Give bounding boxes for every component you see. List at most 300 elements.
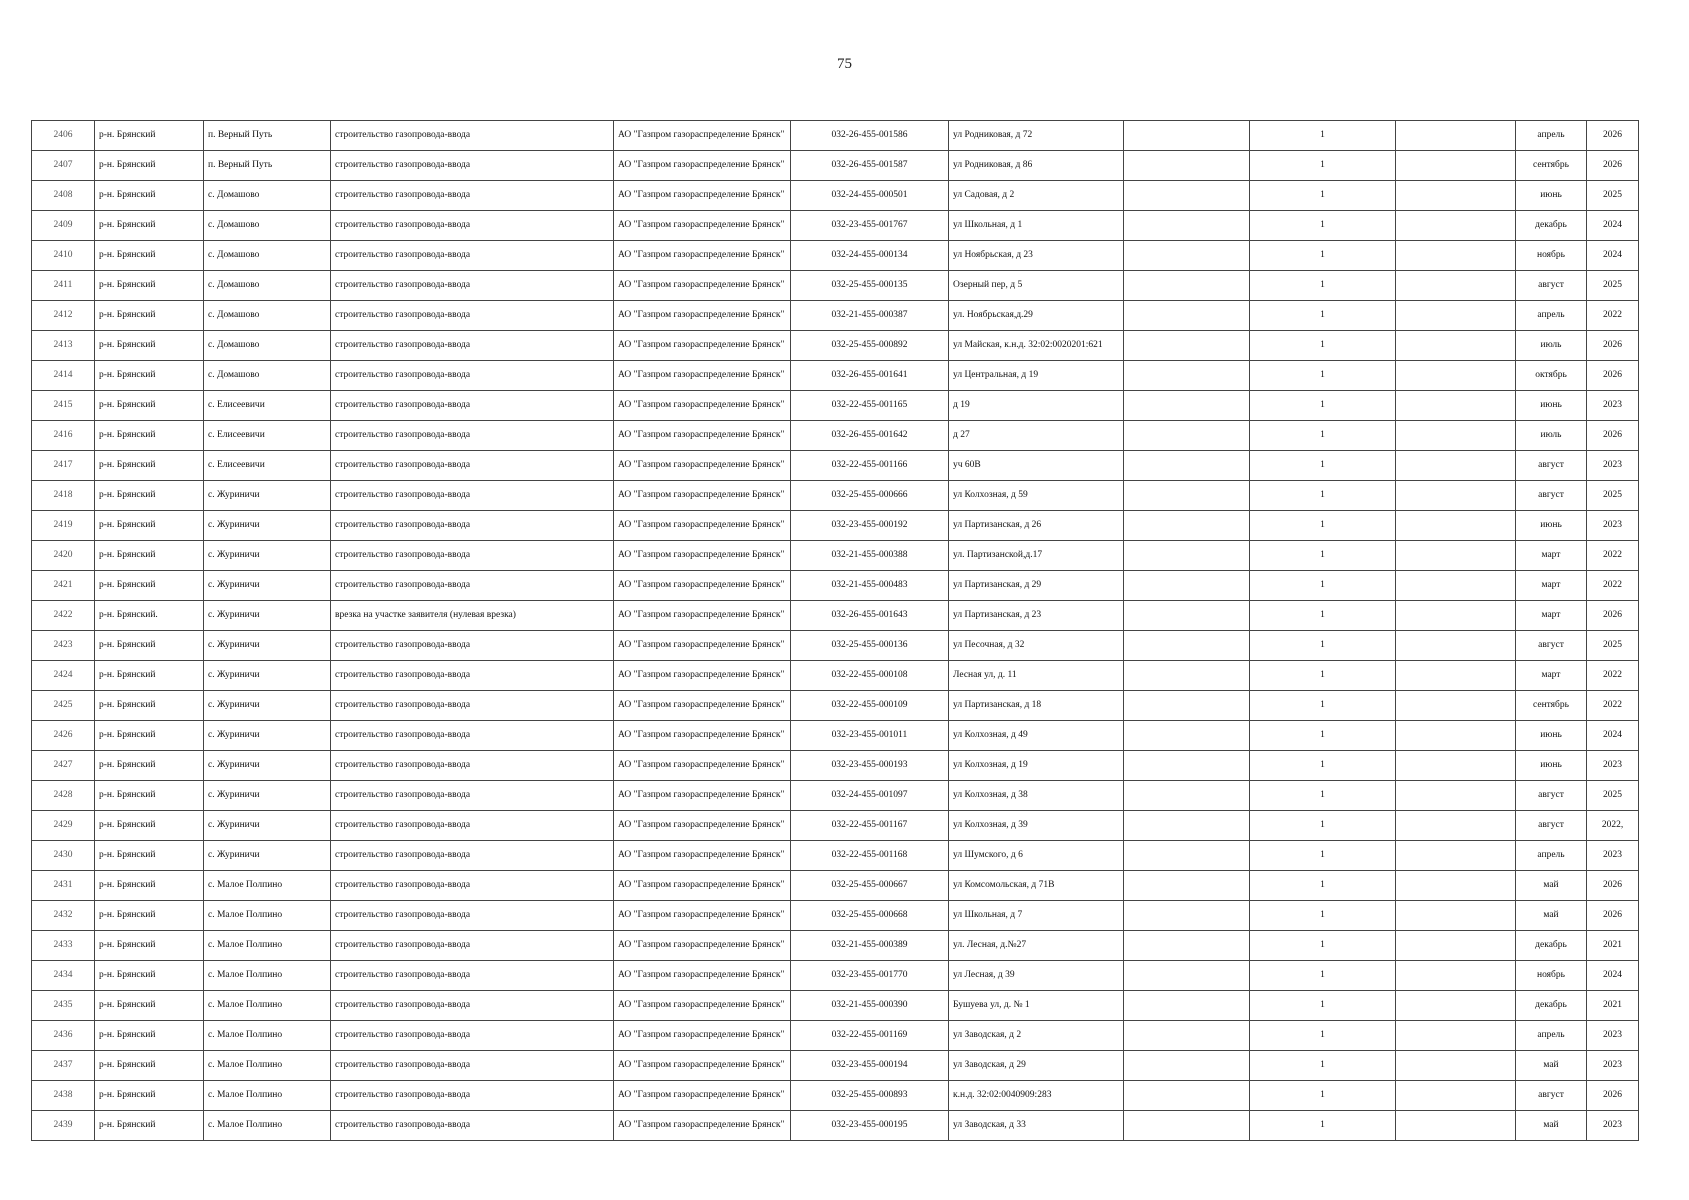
month-cell: май [1516,871,1587,901]
table-row [32,271,1639,301]
district-cell: р-н. Брянский [95,1021,204,1051]
empty-cell [1124,271,1250,301]
month-cell: июнь [1516,751,1587,781]
year-cell: 2023 [1587,751,1639,781]
organization-cell: АО "Газпром газораспределение Брянск" [614,1021,791,1051]
year-cell: 2026 [1587,331,1639,361]
table-row [32,301,1639,331]
address-cell: ул Комсомольская, д 71В [949,871,1124,901]
empty-cell [1396,151,1516,181]
address-cell: ул Партизанская, д 23 [949,601,1124,631]
month-cell: декабрь [1516,991,1587,1021]
district-cell: р-н. Брянский [95,241,204,271]
work-type-cell: строительство газопровода-ввода [331,241,614,271]
table-row [32,601,1639,631]
district-cell: р-н. Брянский [95,361,204,391]
organization-cell: АО "Газпром газораспределение Брянск" [614,211,791,241]
district-cell: р-н. Брянский [95,811,204,841]
settlement-cell: с. Журиничи [204,811,331,841]
address-cell: ул Центральная, д 19 [949,361,1124,391]
district-cell: р-н. Брянский [95,181,204,211]
district-cell: р-н. Брянский [95,961,204,991]
district-cell: р-н. Брянский [95,121,204,151]
empty-cell [1396,361,1516,391]
row-number: 2431 [32,871,95,901]
organization-cell: АО "Газпром газораспределение Брянск" [614,631,791,661]
object-code-cell: 032-25-455-000892 [791,331,949,361]
month-cell: ноябрь [1516,961,1587,991]
year-cell: 2022 [1587,301,1639,331]
month-cell: июнь [1516,511,1587,541]
district-cell: р-н. Брянский [95,841,204,871]
empty-cell [1124,1051,1250,1081]
object-code-cell: 032-26-455-001641 [791,361,949,391]
month-cell: июнь [1516,181,1587,211]
year-cell: 2022 [1587,571,1639,601]
settlement-cell: с. Журиничи [204,541,331,571]
object-code-cell: 032-22-455-001165 [791,391,949,421]
district-cell: р-н. Брянский [95,421,204,451]
object-code-cell: 032-25-455-000668 [791,901,949,931]
organization-cell: АО "Газпром газораспределение Брянск" [614,781,791,811]
quantity-cell: 1 [1250,1021,1396,1051]
year-cell: 2025 [1587,781,1639,811]
settlement-cell: с. Журиничи [204,601,331,631]
month-cell: июнь [1516,721,1587,751]
work-type-cell: строительство газопровода-ввода [331,391,614,421]
quantity-cell: 1 [1250,511,1396,541]
empty-cell [1124,751,1250,781]
empty-cell [1396,571,1516,601]
year-cell: 2023 [1587,1111,1639,1141]
settlement-cell: с. Журиничи [204,661,331,691]
table-row [32,121,1639,151]
row-number: 2412 [32,301,95,331]
row-number: 2435 [32,991,95,1021]
table-row [32,661,1639,691]
address-cell: ул Садовая, д 2 [949,181,1124,211]
organization-cell: АО "Газпром газораспределение Брянск" [614,691,791,721]
address-cell: ул. Партизанской,д.17 [949,541,1124,571]
organization-cell: АО "Газпром газораспределение Брянск" [614,331,791,361]
organization-cell: АО "Газпром газораспределение Брянск" [614,571,791,601]
table-row [32,541,1639,571]
address-cell: ул Колхозная, д 19 [949,751,1124,781]
quantity-cell: 1 [1250,1111,1396,1141]
settlement-cell: с. Малое Полпино [204,991,331,1021]
year-cell: 2022 [1587,661,1639,691]
work-type-cell: строительство газопровода-ввода [331,1021,614,1051]
organization-cell: АО "Газпром газораспределение Брянск" [614,721,791,751]
quantity-cell: 1 [1250,271,1396,301]
settlement-cell: с. Журиничи [204,481,331,511]
empty-cell [1124,901,1250,931]
district-cell: р-н. Брянский. [95,601,204,631]
empty-cell [1124,511,1250,541]
district-cell: р-н. Брянский [95,991,204,1021]
quantity-cell: 1 [1250,991,1396,1021]
empty-cell [1124,121,1250,151]
month-cell: сентябрь [1516,691,1587,721]
quantity-cell: 1 [1250,391,1396,421]
organization-cell: АО "Газпром газораспределение Брянск" [614,541,791,571]
table-row [32,841,1639,871]
settlement-cell: п. Верный Путь [204,151,331,181]
work-type-cell: строительство газопровода-ввода [331,571,614,601]
row-number: 2428 [32,781,95,811]
work-type-cell: строительство газопровода-ввода [331,751,614,781]
empty-cell [1124,421,1250,451]
empty-cell [1396,961,1516,991]
empty-cell [1396,481,1516,511]
district-cell: р-н. Брянский [95,481,204,511]
address-cell: уч 60В [949,451,1124,481]
address-cell: ул Родниковая, д 72 [949,121,1124,151]
year-cell: 2025 [1587,271,1639,301]
object-code-cell: 032-25-455-000666 [791,481,949,511]
row-number: 2411 [32,271,95,301]
year-cell: 2025 [1587,631,1639,661]
object-code-cell: 032-26-455-001643 [791,601,949,631]
settlement-cell: с. Домашово [204,301,331,331]
work-type-cell: строительство газопровода-ввода [331,1111,614,1141]
settlement-cell: с. Журиничи [204,511,331,541]
year-cell: 2023 [1587,841,1639,871]
table-row [32,511,1639,541]
register-table [31,120,1639,1141]
month-cell: март [1516,661,1587,691]
object-code-cell: 032-26-455-001587 [791,151,949,181]
work-type-cell: строительство газопровода-ввода [331,991,614,1021]
district-cell: р-н. Брянский [95,721,204,751]
month-cell: апрель [1516,301,1587,331]
quantity-cell: 1 [1250,301,1396,331]
year-cell: 2022 [1587,541,1639,571]
address-cell: ул. Лесная, д.№27 [949,931,1124,961]
table-row [32,691,1639,721]
organization-cell: АО "Газпром газораспределение Брянск" [614,1111,791,1141]
empty-cell [1124,781,1250,811]
organization-cell: АО "Газпром газораспределение Брянск" [614,151,791,181]
row-number: 2421 [32,571,95,601]
address-cell: ул Майская, к.н.д. 32:02:0020201:621 [949,331,1124,361]
settlement-cell: с. Домашово [204,271,331,301]
work-type-cell: строительство газопровода-ввода [331,121,614,151]
year-cell: 2026 [1587,361,1639,391]
empty-cell [1124,841,1250,871]
empty-cell [1124,691,1250,721]
month-cell: март [1516,571,1587,601]
year-cell: 2026 [1587,1081,1639,1111]
address-cell: ул Колхозная, д 49 [949,721,1124,751]
empty-cell [1124,871,1250,901]
settlement-cell: с. Елисеевичи [204,421,331,451]
organization-cell: АО "Газпром газораспределение Брянск" [614,1051,791,1081]
organization-cell: АО "Газпром газораспределение Брянск" [614,961,791,991]
object-code-cell: 032-22-455-000108 [791,661,949,691]
empty-cell [1124,1081,1250,1111]
settlement-cell: с. Журиничи [204,751,331,781]
row-number: 2415 [32,391,95,421]
organization-cell: АО "Газпром газораспределение Брянск" [614,241,791,271]
settlement-cell: с. Малое Полпино [204,1051,331,1081]
empty-cell [1396,301,1516,331]
organization-cell: АО "Газпром газораспределение Брянск" [614,421,791,451]
settlement-cell: с. Малое Полпино [204,901,331,931]
organization-cell: АО "Газпром газораспределение Брянск" [614,511,791,541]
quantity-cell: 1 [1250,631,1396,661]
settlement-cell: с. Домашово [204,241,331,271]
district-cell: р-н. Брянский [95,901,204,931]
work-type-cell: строительство газопровода-ввода [331,631,614,661]
organization-cell: АО "Газпром газораспределение Брянск" [614,991,791,1021]
work-type-cell: врезка на участке заявителя (нулевая врезка) [331,601,614,631]
row-number: 2427 [32,751,95,781]
quantity-cell: 1 [1250,481,1396,511]
row-number: 2432 [32,901,95,931]
empty-cell [1124,1021,1250,1051]
object-code-cell: 032-23-455-000193 [791,751,949,781]
empty-cell [1396,451,1516,481]
address-cell: ул Заводская, д 33 [949,1111,1124,1141]
quantity-cell: 1 [1250,871,1396,901]
work-type-cell: строительство газопровода-ввода [331,451,614,481]
organization-cell: АО "Газпром газораспределение Брянск" [614,901,791,931]
settlement-cell: с. Малое Полпино [204,1021,331,1051]
table-row [32,151,1639,181]
object-code-cell: 032-21-455-000390 [791,991,949,1021]
quantity-cell: 1 [1250,451,1396,481]
row-number: 2407 [32,151,95,181]
object-code-cell: 032-26-455-001586 [791,121,949,151]
empty-cell [1124,301,1250,331]
row-number: 2430 [32,841,95,871]
row-number: 2425 [32,691,95,721]
empty-cell [1124,1111,1250,1141]
settlement-cell: с. Малое Полпино [204,931,331,961]
empty-cell [1396,121,1516,151]
empty-cell [1396,931,1516,961]
table-row [32,571,1639,601]
district-cell: р-н. Брянский [95,541,204,571]
address-cell: ул Заводская, д 2 [949,1021,1124,1051]
district-cell: р-н. Брянский [95,751,204,781]
address-cell: к.н.д. 32:02:0040909:283 [949,1081,1124,1111]
work-type-cell: строительство газопровода-ввода [331,661,614,691]
empty-cell [1396,1111,1516,1141]
table-row [32,1021,1639,1051]
year-cell: 2026 [1587,421,1639,451]
month-cell: август [1516,631,1587,661]
empty-cell [1396,391,1516,421]
work-type-cell: строительство газопровода-ввода [331,781,614,811]
month-cell: июль [1516,421,1587,451]
month-cell: август [1516,811,1587,841]
object-code-cell: 032-25-455-000135 [791,271,949,301]
month-cell: октябрь [1516,361,1587,391]
year-cell: 2024 [1587,241,1639,271]
empty-cell [1396,511,1516,541]
organization-cell: АО "Газпром газораспределение Брянск" [614,661,791,691]
settlement-cell: с. Малое Полпино [204,961,331,991]
month-cell: август [1516,451,1587,481]
empty-cell [1396,811,1516,841]
organization-cell: АО "Газпром газораспределение Брянск" [614,301,791,331]
district-cell: р-н. Брянский [95,151,204,181]
row-number: 2418 [32,481,95,511]
object-code-cell: 032-21-455-000388 [791,541,949,571]
address-cell: д 19 [949,391,1124,421]
organization-cell: АО "Газпром газораспределение Брянск" [614,391,791,421]
empty-cell [1396,901,1516,931]
empty-cell [1124,361,1250,391]
empty-cell [1124,721,1250,751]
address-cell: ул Колхозная, д 38 [949,781,1124,811]
settlement-cell: с. Журиничи [204,691,331,721]
year-cell: 2025 [1587,181,1639,211]
work-type-cell: строительство газопровода-ввода [331,1051,614,1081]
register-table-body [32,121,1639,1141]
address-cell: ул Колхозная, д 59 [949,481,1124,511]
settlement-cell: с. Домашово [204,181,331,211]
year-cell: 2023 [1587,511,1639,541]
address-cell: ул Песочная, д 32 [949,631,1124,661]
address-cell: ул Партизанская, д 26 [949,511,1124,541]
district-cell: р-н. Брянский [95,1051,204,1081]
work-type-cell: строительство газопровода-ввода [331,511,614,541]
quantity-cell: 1 [1250,721,1396,751]
work-type-cell: строительство газопровода-ввода [331,841,614,871]
month-cell: май [1516,1111,1587,1141]
organization-cell: АО "Газпром газораспределение Брянск" [614,121,791,151]
district-cell: р-н. Брянский [95,1111,204,1141]
table-row [32,751,1639,781]
empty-cell [1396,271,1516,301]
work-type-cell: строительство газопровода-ввода [331,331,614,361]
month-cell: август [1516,271,1587,301]
object-code-cell: 032-26-455-001642 [791,421,949,451]
empty-cell [1396,691,1516,721]
table-row [32,451,1639,481]
empty-cell [1124,961,1250,991]
empty-cell [1124,601,1250,631]
row-number: 2422 [32,601,95,631]
row-number: 2424 [32,661,95,691]
settlement-cell: с. Журиничи [204,571,331,601]
row-number: 2438 [32,1081,95,1111]
settlement-cell: с. Журиничи [204,721,331,751]
empty-cell [1396,1051,1516,1081]
month-cell: август [1516,781,1587,811]
table-row [32,361,1639,391]
quantity-cell: 1 [1250,781,1396,811]
object-code-cell: 032-25-455-000667 [791,871,949,901]
year-cell: 2026 [1587,901,1639,931]
organization-cell: АО "Газпром газораспределение Брянск" [614,751,791,781]
quantity-cell: 1 [1250,601,1396,631]
empty-cell [1124,331,1250,361]
table-row [32,391,1639,421]
object-code-cell: 032-23-455-001770 [791,961,949,991]
row-number: 2439 [32,1111,95,1141]
object-code-cell: 032-23-455-001011 [791,721,949,751]
empty-cell [1124,211,1250,241]
row-number: 2419 [32,511,95,541]
object-code-cell: 032-23-455-000192 [791,511,949,541]
row-number: 2423 [32,631,95,661]
object-code-cell: 032-21-455-000389 [791,931,949,961]
table-row [32,1051,1639,1081]
empty-cell [1396,1021,1516,1051]
page-number: 75 [837,56,852,72]
table-row [32,991,1639,1021]
address-cell: ул Лесная, д 39 [949,961,1124,991]
work-type-cell: строительство газопровода-ввода [331,901,614,931]
organization-cell: АО "Газпром газораспределение Брянск" [614,181,791,211]
row-number: 2436 [32,1021,95,1051]
district-cell: р-н. Брянский [95,631,204,661]
table-row [32,331,1639,361]
month-cell: апрель [1516,841,1587,871]
empty-cell [1124,991,1250,1021]
quantity-cell: 1 [1250,751,1396,781]
organization-cell: АО "Газпром газораспределение Брянск" [614,871,791,901]
row-number: 2413 [32,331,95,361]
work-type-cell: строительство газопровода-ввода [331,961,614,991]
month-cell: май [1516,1051,1587,1081]
district-cell: р-н. Брянский [95,451,204,481]
object-code-cell: 032-22-455-001166 [791,451,949,481]
address-cell: ул Школьная, д 7 [949,901,1124,931]
table-row [32,241,1639,271]
work-type-cell: строительство газопровода-ввода [331,361,614,391]
month-cell: май [1516,901,1587,931]
month-cell: март [1516,541,1587,571]
district-cell: р-н. Брянский [95,331,204,361]
quantity-cell: 1 [1250,931,1396,961]
row-number: 2410 [32,241,95,271]
district-cell: р-н. Брянский [95,211,204,241]
year-cell: 2022, [1587,811,1639,841]
empty-cell [1124,811,1250,841]
month-cell: июнь [1516,391,1587,421]
address-cell: Озерный пер, д 5 [949,271,1124,301]
organization-cell: АО "Газпром газораспределение Брянск" [614,931,791,961]
month-cell: апрель [1516,1021,1587,1051]
address-cell: ул Школьная, д 1 [949,211,1124,241]
settlement-cell: с. Домашово [204,361,331,391]
object-code-cell: 032-25-455-000136 [791,631,949,661]
settlement-cell: с. Елисеевичи [204,391,331,421]
empty-cell [1396,601,1516,631]
object-code-cell: 032-22-455-001168 [791,841,949,871]
work-type-cell: строительство газопровода-ввода [331,481,614,511]
year-cell: 2021 [1587,931,1639,961]
table-row [32,871,1639,901]
year-cell: 2026 [1587,151,1639,181]
organization-cell: АО "Газпром газораспределение Брянск" [614,481,791,511]
empty-cell [1124,481,1250,511]
object-code-cell: 032-22-455-000109 [791,691,949,721]
empty-cell [1396,721,1516,751]
settlement-cell: с. Малое Полпино [204,1111,331,1141]
district-cell: р-н. Брянский [95,571,204,601]
month-cell: август [1516,1081,1587,1111]
year-cell: 2026 [1587,871,1639,901]
quantity-cell: 1 [1250,1081,1396,1111]
empty-cell [1124,541,1250,571]
quantity-cell: 1 [1250,421,1396,451]
